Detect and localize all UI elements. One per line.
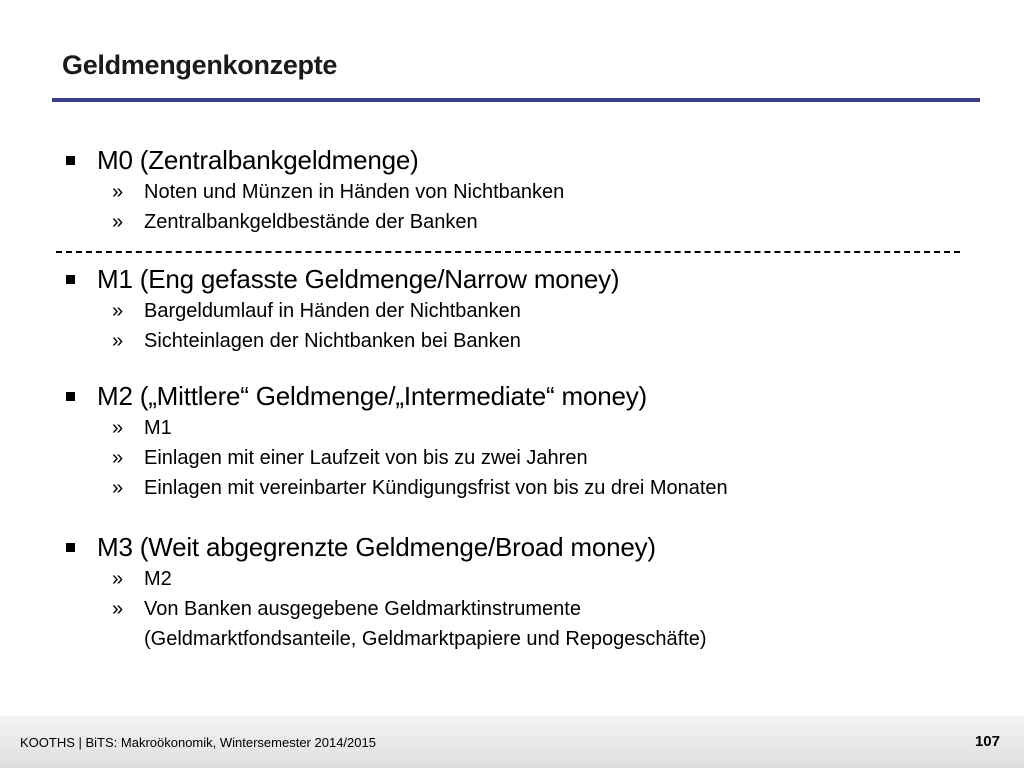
list-item-text: Einlagen mit vereinbarter Kündigungsfrist von bis zu drei Monaten	[144, 477, 728, 499]
section-heading: M3 (Weit abgegrenzte Geldmenge/Broad money)	[97, 531, 656, 562]
section-m3	[62, 530, 982, 654]
chevron-bullet-icon: »	[112, 417, 124, 439]
chevron-bullet-icon: »	[112, 447, 124, 469]
list-item-text: M2	[144, 568, 172, 590]
list-item	[112, 296, 982, 326]
section-heading: M2 („Mittlere“ Geldmenge/„Intermediate“ money)	[97, 380, 647, 411]
list-item-text: Bargeldumlauf in Händen der Nichtbanken	[144, 300, 521, 322]
list-item	[112, 564, 982, 594]
list-item-continuation: (Geldmarktfondsanteile, Geldmarktpapiere und Repogeschäfte)	[144, 628, 707, 650]
list-item	[112, 473, 982, 503]
section-heading-row	[62, 379, 982, 413]
chevron-bullet-icon: »	[112, 330, 124, 352]
section-m0	[62, 143, 982, 237]
square-bullet-icon	[66, 392, 75, 401]
chevron-bullet-icon: »	[112, 598, 124, 620]
section-m2	[62, 379, 982, 503]
list-item-text: Noten und Münzen in Händen von Nichtbanken	[144, 181, 565, 203]
list-item	[112, 594, 982, 624]
chevron-bullet-icon: »	[112, 211, 124, 233]
list-item	[112, 413, 982, 443]
page-number: 107	[974, 733, 1000, 750]
list-item-text: M1	[144, 417, 172, 439]
list-item	[112, 177, 982, 207]
section-heading-row	[62, 262, 982, 296]
dashed-divider	[56, 251, 960, 253]
list-item-text: Von Banken ausgegebene Geldmarktinstrumente	[144, 598, 581, 620]
chevron-bullet-icon: »	[112, 300, 124, 322]
list-item-text: Sichteinlagen der Nichtbanken bei Banken	[144, 330, 521, 352]
list-item	[112, 443, 982, 473]
section-m1	[62, 262, 982, 356]
slide-title: Geldmengenkonzepte	[62, 50, 338, 80]
square-bullet-icon	[66, 275, 75, 284]
chevron-bullet-icon: »	[112, 568, 124, 590]
chevron-bullet-icon: »	[112, 181, 124, 203]
list-item-text: Einlagen mit einer Laufzeit von bis zu zwei Jahren	[144, 447, 588, 469]
square-bullet-icon	[66, 156, 75, 165]
square-bullet-icon	[66, 543, 75, 552]
section-heading: M1 (Eng gefasste Geldmenge/Narrow money)	[97, 263, 620, 294]
section-heading-row	[62, 143, 982, 177]
list-item	[112, 326, 982, 356]
chevron-bullet-icon: »	[112, 477, 124, 499]
footer-text: KOOTHS | BiTS: Makroökonomik, Wintersemester 2014/2015	[20, 735, 376, 750]
list-item	[112, 207, 982, 237]
section-heading: M0 (Zentralbankgeldmenge)	[97, 144, 419, 175]
section-heading-row	[62, 530, 982, 564]
list-item-text: Zentralbankgeldbestände der Banken	[144, 211, 478, 233]
